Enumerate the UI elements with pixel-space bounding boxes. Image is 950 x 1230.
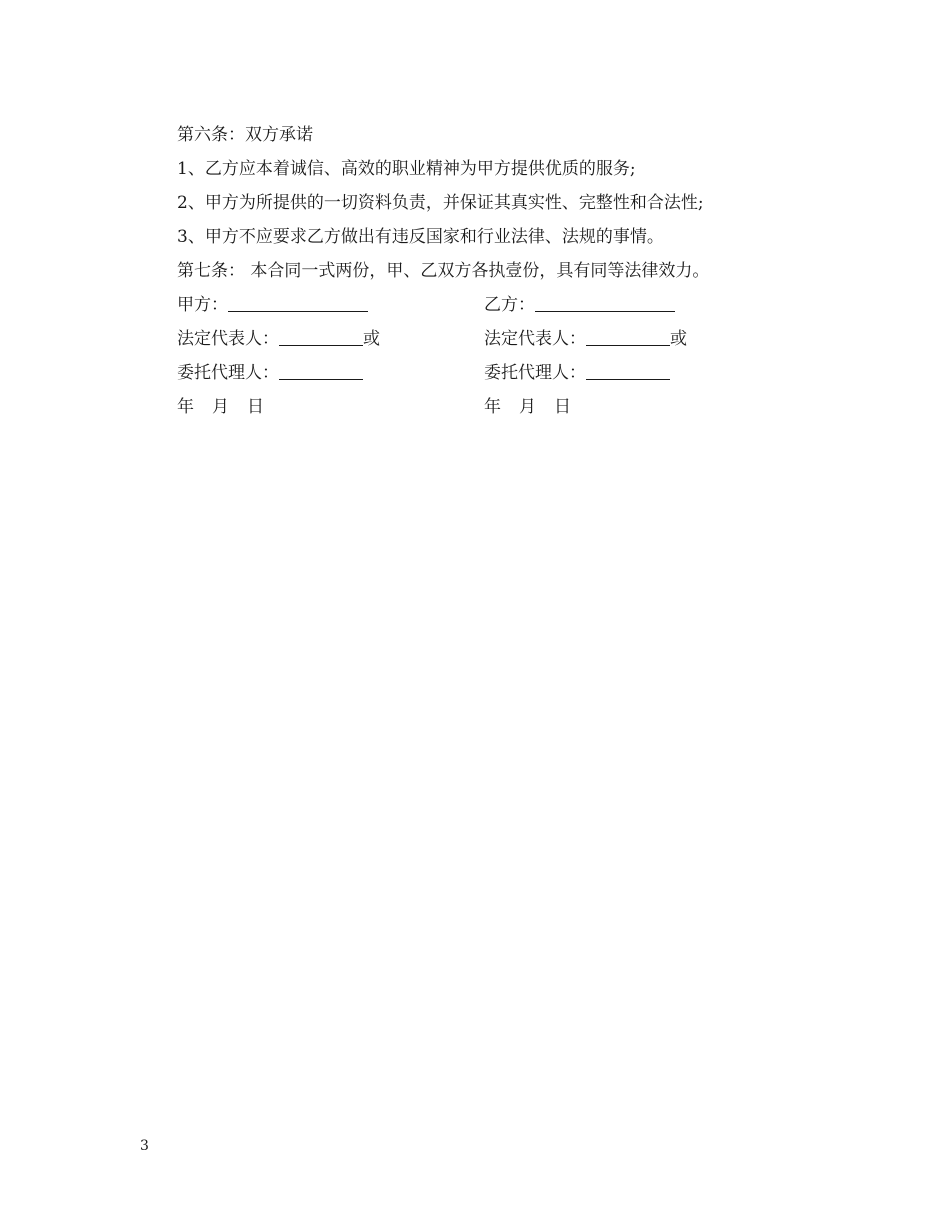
party-b-date-year: 年 xyxy=(484,397,501,417)
article-7-text: 第七条： 本合同一式两份，甲、乙双方各执壹份，具有同等法律效力。 xyxy=(177,261,710,281)
agent-row xyxy=(177,356,817,390)
party-a-agent-label: 委托代理人： xyxy=(177,363,279,383)
party-b-date-day: 日 xyxy=(554,397,571,417)
representative-row xyxy=(177,322,817,356)
party-a-agent xyxy=(177,356,363,390)
party-b-representative-label: 法定代表人： xyxy=(484,329,586,349)
party-b-representative-blank xyxy=(586,325,670,346)
party-a-or-text: 或 xyxy=(363,329,380,349)
party-b-date xyxy=(484,390,571,424)
party-b-date-month: 月 xyxy=(519,397,536,417)
party-a-date-day: 日 xyxy=(247,397,264,417)
party-b-or-text: 或 xyxy=(670,329,687,349)
article-6-title: 第六条：双方承诺 xyxy=(177,125,313,145)
article-6-item-1: 1、乙方应本着诚信、高效的职业精神为甲方提供优质的服务; xyxy=(177,159,636,179)
party-a-label: 甲方： xyxy=(177,295,228,315)
article-6-item-3: 3、甲方不应要求乙方做出有违反国家和行业法律、法规的事情。 xyxy=(177,227,664,247)
party-b-agent-blank xyxy=(586,359,670,380)
party-a-agent-blank xyxy=(279,359,363,380)
party-b-representative xyxy=(484,322,687,356)
party-b-signature xyxy=(484,288,675,322)
date-row xyxy=(177,390,817,424)
party-a-blank xyxy=(228,291,368,312)
party-a-signature xyxy=(177,288,368,322)
article-6-item-2: 2、甲方为所提供的一切资料负责，并保证其真实性、完整性和合法性; xyxy=(177,193,704,213)
party-a-date-year: 年 xyxy=(177,397,194,417)
signature-party-row xyxy=(177,288,817,322)
contract-body xyxy=(177,118,817,424)
party-a-date-month: 月 xyxy=(212,397,229,417)
party-b-blank xyxy=(535,291,675,312)
party-a-representative-blank xyxy=(279,325,363,346)
party-b-agent-label: 委托代理人： xyxy=(484,363,586,383)
party-a-representative xyxy=(177,322,380,356)
party-b-label: 乙方： xyxy=(484,295,535,315)
page-number: 3 xyxy=(140,1138,149,1154)
party-b-agent xyxy=(484,356,670,390)
party-a-representative-label: 法定代表人： xyxy=(177,329,279,349)
party-a-date xyxy=(177,390,264,424)
